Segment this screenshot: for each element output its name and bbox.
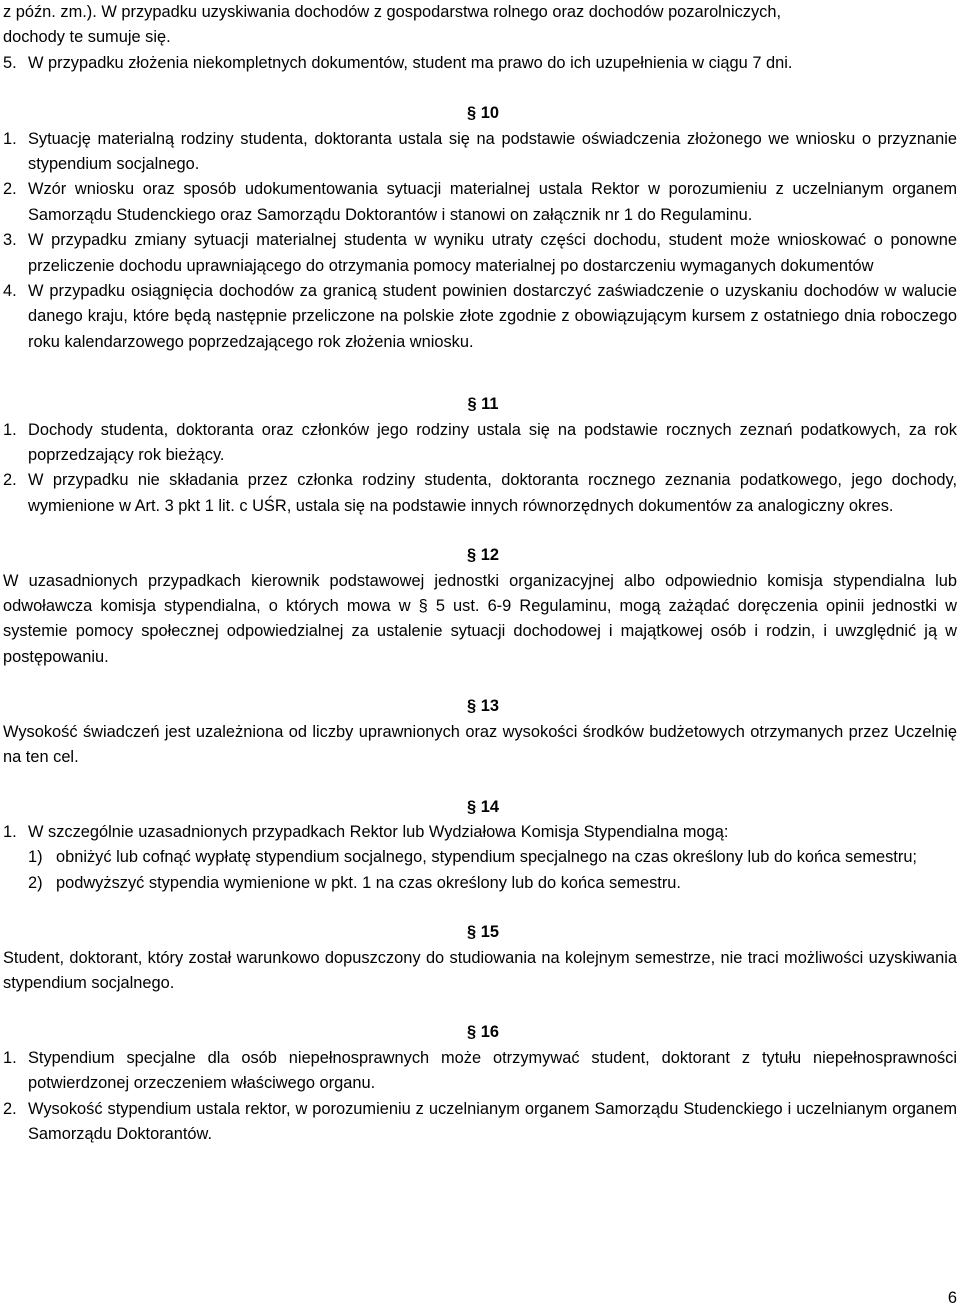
section-11 [3, 392, 957, 519]
item-number: 2. [3, 1099, 17, 1118]
section-12 [3, 543, 957, 670]
item-text: W szczególnie uzasadnionych przypadkach Rektor lub Wydziałowa Komisja Stypendialna mogą: [28, 822, 729, 841]
item-text: W przypadku nie składania przez członka rodziny studenta, doktoranta rocznego zeznania podatkowego, jego dochody, wymienione w Art. 3 pkt 1 lit. c UŚR, ustala się na podstawie innych równorzędnych dokumentów za analogiczny okres. [28, 471, 957, 515]
section-15 [3, 920, 957, 996]
item-number: 1. [3, 1048, 17, 1067]
item-text: W przypadku zmiany sytuacji materialnej studenta w wyniku utraty części dochodu, student może wnioskować o ponowne przeliczenie dochodu uprawniającego do otrzymania pomocy materialnej po dostarczeniu wymaganych dokumentów [28, 231, 957, 275]
intro-line-1: z późn. zm.). W przypadku uzyskiwania dochodów z gospodarstwa rolnego oraz dochodów pozarolniczych, [3, 3, 782, 21]
page-number: 6 [947, 1289, 957, 1307]
document-page [3, 0, 957, 1147]
section-heading: § 15 [467, 923, 499, 942]
section-13-paragraph: Wysokość świadczeń jest uzależniona od liczby uprawnionych oraz wysokości środków budżetowych otrzymanych przez Uczelnię na ten cel. [3, 722, 957, 767]
section-10-item-1 [3, 127, 957, 178]
section-heading: § 11 [467, 395, 499, 414]
section-11-item-1 [3, 418, 957, 469]
section-10-item-4 [3, 279, 957, 355]
section-16 [3, 1020, 957, 1147]
section-heading: § 10 [467, 104, 499, 123]
item-number: 5. [3, 53, 17, 72]
section-12-paragraph: W uzasadnionych przypadkach kierownik podstawowej jednostki organizacyjnej albo odpowiednio komisja stypendialna lub odwoławcza komisja stypendialna, o których mowa w § 5 ust. 6-9 Regulaminu, mogą zażądać doręczenia opinii jednostki w systemie pomocy społecznej odpowiedzialnej za ustalenie sytuacji dochodowej i majątkowej osób i rodzin, i uwzględnić ją w postępowaniu. [3, 571, 957, 666]
intro-item-5 [3, 51, 957, 76]
section-15-paragraph: Student, doktorant, który został warunkowo dopuszczony do studiowania na kolejnym semestrze, nie traci możliwości uzyskiwania stypendium socjalnego. [3, 948, 957, 992]
item-number: 1. [3, 822, 17, 841]
section-14-subitem-1 [28, 845, 957, 870]
intro-block [3, 0, 957, 76]
item-text: W przypadku osiągnięcia dochodów za granicą student powinien dostarczyć zaświadczenie o uzyskaniu dochodów w walucie danego kraju, które będą następnie przeliczone na polskie złote zgodnie z obowiązującym kursem z ostatniego dnia roboczego roku kalendarzowego poprzedzającego rok złożenia wniosku. [28, 282, 957, 351]
section-heading: § 12 [467, 546, 499, 565]
section-heading: § 16 [467, 1023, 499, 1042]
item-number: 2. [3, 471, 17, 490]
item-text: Stypendium specjalne dla osób niepełnosprawnych może otrzymywać student, doktorant z tytułu niepełnosprawności potwierdzonej orzeczeniem właściwego organu. [28, 1048, 957, 1093]
section-heading: § 13 [467, 697, 499, 716]
section-13 [3, 694, 957, 770]
subitem-text: podwyższyć stypendia wymienione w pkt. 1 na czas określony lub do końca semestru. [56, 873, 681, 892]
subitem-number: 1) [28, 848, 43, 867]
section-11-item-2 [3, 468, 957, 519]
item-text: W przypadku złożenia niekompletnych dokumentów, student ma prawo do ich uzupełnienia w ciągu 7 dni. [28, 53, 793, 72]
section-14-item-1 [3, 820, 957, 845]
section-14 [3, 795, 957, 897]
item-number: 1. [3, 129, 17, 148]
section-10-item-3 [3, 228, 957, 279]
item-number: 1. [3, 420, 17, 439]
section-14-subitem-2 [28, 871, 957, 896]
section-10-item-2 [3, 177, 957, 228]
item-text: Wysokość stypendium ustala rektor, w porozumieniu z uczelnianym organem Samorządu Studenckiego i uczelnianym organem Samorządu Doktorantów. [28, 1099, 957, 1143]
item-text: Wzór wniosku oraz sposób udokumentowania sytuacji materialnej ustala Rektor w porozumieniu z uczelnianym organem Samorządu Studenckiego oraz Samorządu Doktorantów i stanowi on załącznik nr 1 do Regulaminu. [28, 180, 957, 224]
item-number: 4. [3, 282, 17, 301]
section-10 [3, 101, 957, 355]
section-heading: § 14 [467, 797, 499, 816]
item-number: 2. [3, 180, 17, 199]
item-text: Sytuację materialną rodziny studenta, doktoranta ustala się na podstawie oświadczenia złożonego we wniosku o przyznanie stypendium socjalnego. [28, 129, 957, 174]
item-number: 3. [3, 231, 17, 250]
subitem-number: 2) [28, 873, 43, 892]
intro-line-2: dochody te sumuje się. [3, 28, 171, 47]
section-16-item-1 [3, 1046, 957, 1097]
item-text: Dochody studenta, doktoranta oraz członków jego rodziny ustala się na podstawie rocznych zeznań podatkowych, za rok poprzedzający rok bieżący. [28, 420, 957, 465]
section-16-item-2 [3, 1097, 957, 1148]
subitem-text: obniżyć lub cofnąć wypłatę stypendium socjalnego, stypendium specjalnego na czas określony lub do końca semestru; [56, 848, 917, 867]
